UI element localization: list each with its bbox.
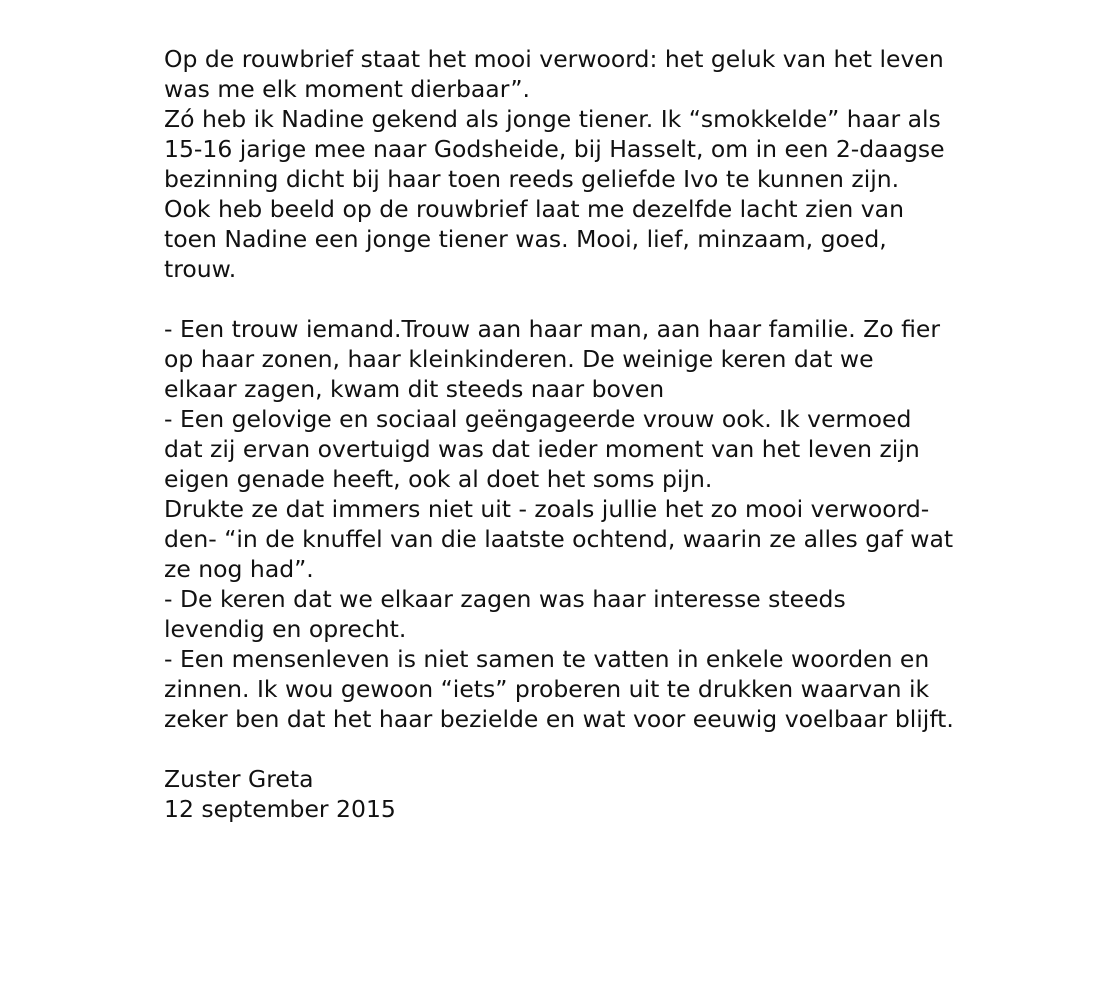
text-line: elkaar zagen, kwam dit steeds naar boven xyxy=(164,375,665,403)
paragraph-2 xyxy=(164,314,1024,734)
text-line: - Een mensenleven is niet samen te vatten in enkele woorden en xyxy=(164,645,930,673)
text-line: eigen genade heeft, ook al doet het soms pijn. xyxy=(164,465,713,493)
signature-block xyxy=(164,764,1024,824)
text-line: op haar zonen, haar kleinkinderen. De weinige keren dat we xyxy=(164,345,874,373)
text-line: - Een trouw iemand.Trouw aan haar man, aan haar familie. Zo fier xyxy=(164,315,941,343)
paragraph-1 xyxy=(164,44,1024,284)
text-line: den- “in de knuffel van die laatste ochtend, waarin ze alles gaf wat xyxy=(164,525,954,553)
text-line: levendig en oprecht. xyxy=(164,615,407,643)
text-line: Op de rouwbrief staat het mooi verwoord: het geluk van het leven xyxy=(164,45,944,73)
letter-document xyxy=(164,44,1024,824)
text-line: zeker ben dat het haar bezielde en wat voor eeuwig voelbaar blijft. xyxy=(164,705,954,733)
text-line: 15-16 jarige mee naar Godsheide, bij Hasselt, om in een 2-daagse xyxy=(164,135,945,163)
signature-date: 12 september 2015 xyxy=(164,795,396,823)
text-line: Zó heb ik Nadine gekend als jonge tiener. Ik “smokkelde” haar als xyxy=(164,105,941,133)
text-line: ze nog had”. xyxy=(164,555,314,583)
paragraph-spacer xyxy=(164,734,1024,764)
text-line: dat zij ervan overtuigd was dat ieder moment van het leven zijn xyxy=(164,435,920,463)
text-line: bezinning dicht bij haar toen reeds geliefde Ivo te kunnen zijn. xyxy=(164,165,900,193)
text-line: zinnen. Ik wou gewoon “iets” proberen uit te drukken waarvan ik xyxy=(164,675,930,703)
text-line: was me elk moment dierbaar”. xyxy=(164,75,530,103)
paragraph-spacer xyxy=(164,284,1024,314)
text-line: Ook heb beeld op de rouwbrief laat me dezelfde lacht zien van xyxy=(164,195,904,223)
text-line: toen Nadine een jonge tiener was. Mooi, lief, minzaam, goed, xyxy=(164,225,887,253)
text-line: - Een gelovige en sociaal geëngageerde vrouw ook. Ik vermoed xyxy=(164,405,912,433)
signature-name: Zuster Greta xyxy=(164,765,314,793)
text-line: trouw. xyxy=(164,255,237,283)
text-line: Drukte ze dat immers niet uit - zoals jullie het zo mooi verwoord- xyxy=(164,495,930,523)
text-line: - De keren dat we elkaar zagen was haar interesse steeds xyxy=(164,585,846,613)
